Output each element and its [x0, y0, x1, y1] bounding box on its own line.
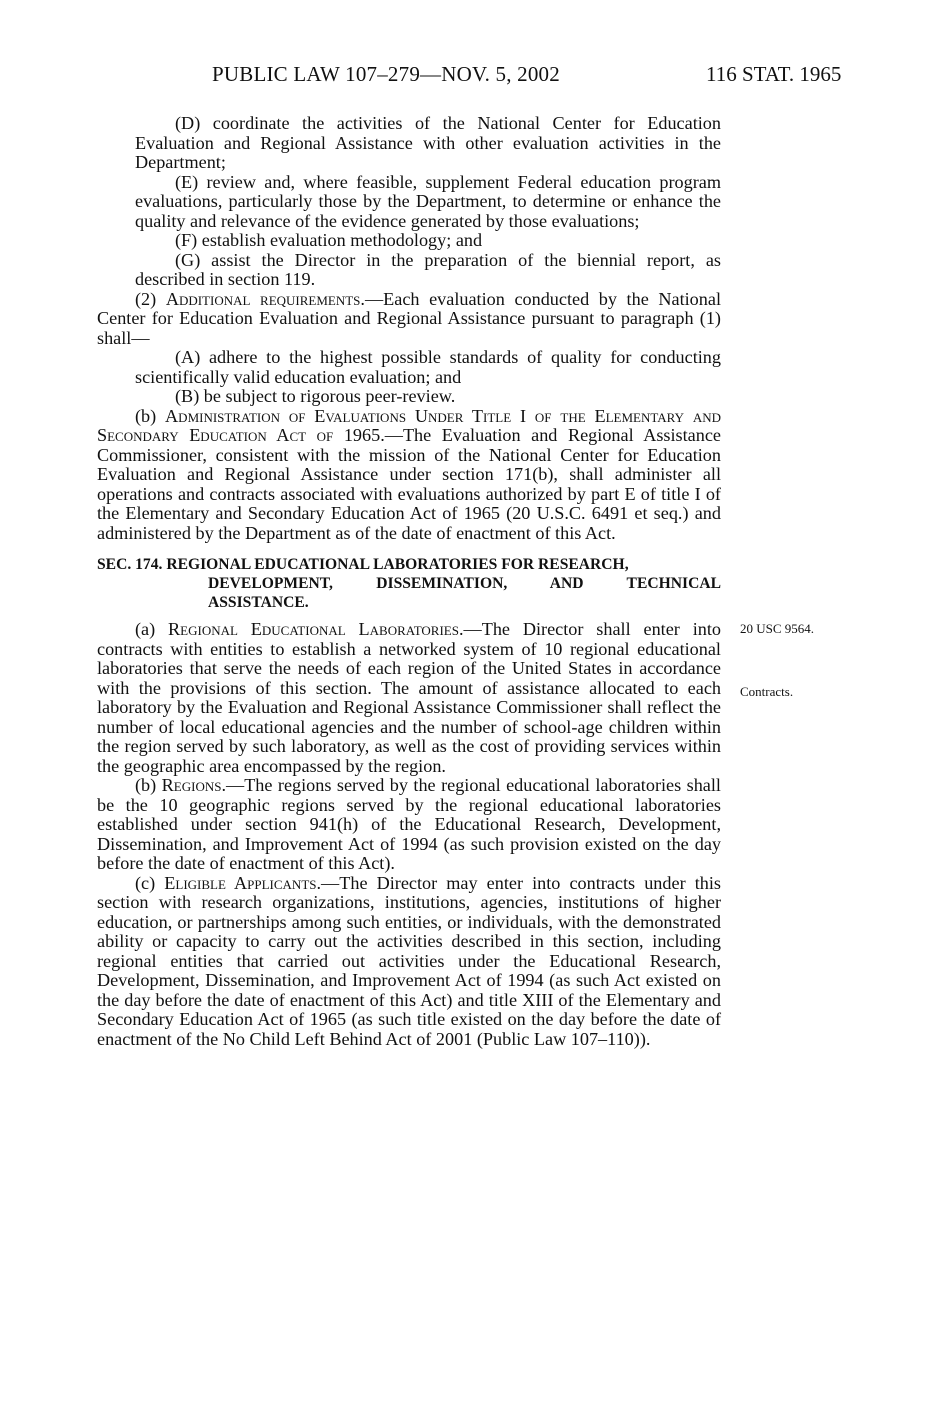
- statute-page-number: 116 STAT. 1965: [706, 62, 842, 86]
- margin-note-contracts: Contracts.: [740, 684, 794, 699]
- section-174-c-heading: Eligible Applicants.: [164, 872, 322, 893]
- section-174-subsection-b: [97, 776, 721, 874]
- margin-note-usc: 20 USC 9564.: [740, 621, 815, 636]
- section-174-c-text: —The Director may enter into contracts under this section with research organizations, institutions, agencies, institutions of higher education, or partnerships among such entities, or individuals, with the demonstrated ability or capacity to carry out the activities described in this section, including regional entities that carried out activities under the Educational Research, Development, Dissemination, and Improvement Act of 1994 (as such Act existed on the day before the date of enactment of this Act) and title XIII of the Elementary and Secondary Education Act of 1965 (as such title existed on the day before the date of enactment of the No Child Left Behind Act of 2001 (Public Law 107–110)).: [97, 872, 721, 1049]
- paragraph-d: (D) coordinate the activities of the National Center for Education Evaluation and Regional Assistance with other evaluation activities in the Department;: [135, 113, 721, 172]
- section-174-a-label: (a): [135, 619, 169, 639]
- section-174-subsection-a: [97, 620, 721, 776]
- paragraph-2-text: —Each evaluation conducted by the National Center for Education Evaluation and Regional Assistance pursuant to paragraph (1) shall—: [97, 288, 721, 348]
- paragraph-2b: (B) be subject to rigorous peer-review.: [175, 386, 456, 406]
- subsection-b-label: (b): [135, 405, 166, 426]
- paragraph-2-label: (2): [135, 288, 166, 309]
- running-header-title: PUBLIC LAW 107–279—NOV. 5, 2002: [212, 62, 560, 86]
- subsection-b-text: —The Evaluation and Regional Assistance Commissioner, consistent with the mission of the National Center for Education Evaluation and Regional Assistance under section 171(b), shall administer all operations and contracts associated with evaluations authorized by part E of title I of the Elementary and Secondary Education Act of 1965 (20 U.S.C. 6491 et seq.) and administered by the Department as of the date of enactment of this Act.: [97, 425, 721, 543]
- paragraph-2-heading: Additional requirements.: [165, 288, 365, 309]
- paragraph-2: [97, 290, 721, 349]
- paragraph-e: (E) review and, where feasible, supplement Federal education program evaluations, particularly those by the Department, to determine or enhance the quality and relevance of the evidence generated by those evaluations;: [135, 171, 721, 231]
- section-heading-line-2: DEVELOPMENT, DISSEMINATION, AND TECHNICAL: [208, 575, 721, 592]
- paragraph-f: (F) establish evaluation methodology; and: [175, 230, 483, 250]
- section-heading-line-3: ASSISTANCE.: [208, 594, 309, 611]
- section-heading-line-1: SEC. 174. REGIONAL EDUCATIONAL LABORATORIES FOR RESEARCH,: [97, 556, 629, 573]
- section-174-b-heading: Regions.: [161, 775, 226, 795]
- paragraph-2a: (A) adhere to the highest possible standards of quality for conducting scientifically valid education evaluation; and: [135, 347, 721, 387]
- subsection-b-heading: Administration of Evaluations Under Title I of the Elementary and Secondary Education Act of 1965.: [97, 405, 721, 445]
- section-174-subsection-c: [97, 874, 721, 1050]
- section-heading: [97, 555, 721, 612]
- subsection-b: [97, 407, 721, 544]
- section-174-b-text: —The regions served by the regional educational laboratories shall be the 10 geographic regions served by the regional educational laboratories established under section 941(h) of the Educational Research, Development, Dissemination, and Improvement Act of 1994 (as such provision existed on the day before the date of enactment of this Act).: [97, 775, 721, 873]
- document-body: [97, 114, 721, 1049]
- section-174-a-text: —The Director shall enter into contracts with entities to establish a networked system of 10 regional educational laboratories that serve the needs of each region of the United States in accordance with the provisions of this section. The amount of assistance allocated to each laboratory by the Evaluation and Regional Assistance Commissioner shall reflect the number of local educational agencies and the number of school-age children within the region served by such laboratory, as well as the cost of providing services within the geographic area encompassed by the region.: [97, 619, 721, 776]
- section-174-c-label: (c): [135, 872, 165, 893]
- paragraph-g: (G) assist the Director in the preparation of the biennial report, as described in section 119.: [135, 249, 721, 289]
- section-174-b-label: (b): [135, 775, 162, 795]
- section-174-a-heading: Regional Educational Laboratories.: [168, 619, 464, 639]
